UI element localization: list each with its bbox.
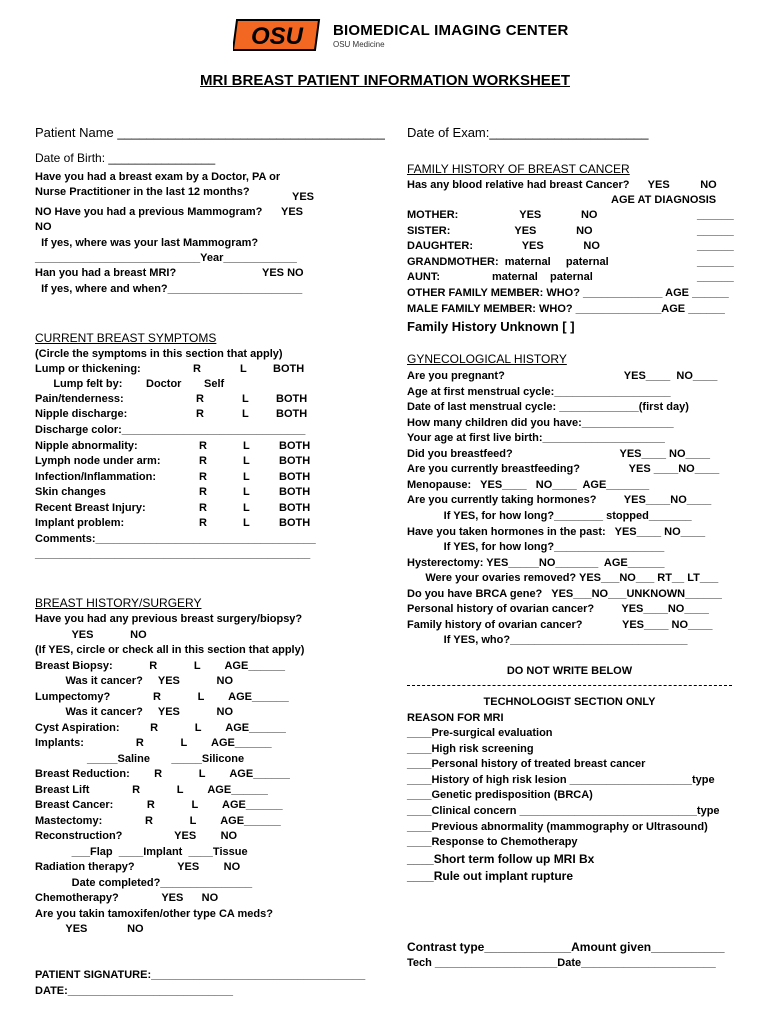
symptoms-instruction: (Circle the symptoms in this section that apply) [35,348,283,360]
l-option[interactable]: L [243,440,250,452]
family-sister[interactable]: SISTER: YES NO [407,225,593,237]
surgery-line-10[interactable]: Breast Reduction: R L AGE______ [35,768,290,780]
mammogram-yes[interactable]: YES [281,206,304,218]
family-male[interactable]: MALE FAMILY MEMBER: WHO? ______________AGE ______ [407,303,725,315]
reason-option-6[interactable]: ____Previous abnormality (mammography or Ultrasound) [407,820,708,833]
l-option[interactable]: L [242,393,249,405]
gyn-line-4[interactable]: Your age at first live birth:____________________ [407,432,665,445]
both-option[interactable]: BOTH [276,393,308,405]
surgery-line-9[interactable]: _____Saline _____Silicone [35,752,245,765]
mammogram-no[interactable]: NO [35,221,52,233]
surgery-line-12[interactable]: Breast Cancer: R L AGE______ [35,799,283,811]
mother-age-blank[interactable]: ______ [697,209,734,221]
lump-felt-by: Lump felt by: [35,378,123,390]
gyn-line-13[interactable]: Were your ovaries removed? YES___NO___ RT__ LT___ [407,572,719,585]
org-subtitle: OSU Medicine [333,40,385,49]
r-option[interactable]: R [199,440,207,452]
l-option[interactable]: L [243,455,250,467]
surgery-heading: BREAST HISTORY/SURGERY [35,596,202,610]
date-of-exam-field[interactable]: Date of Exam:______________________ [407,125,649,140]
symptom-infection: Infection/Inflammation: [35,471,156,483]
family-unknown-checkbox[interactable]: Family History Unknown [ ] [407,319,575,334]
gyn-line-3[interactable]: How many children did you have:_______________ [407,416,674,429]
both-option[interactable]: BOTH [273,363,305,375]
surgery-line-0[interactable]: Have you had any previous breast surgery/biopsy? [35,613,303,625]
reason-option-2[interactable]: ____Personal history of treated breast cancer [407,758,646,771]
comments-field-line2[interactable]: _____________________________________________ [35,548,311,560]
surgery-line-6[interactable]: Was it cancer? YES NO [35,706,234,718]
reason-short-term[interactable]: ____Short term follow up MRI Bx [407,852,595,866]
reason-option-3[interactable]: ____History of high risk lesion ____________________type [407,773,715,786]
surgery-line-18[interactable]: Chemotherapy? YES NO [35,892,219,904]
surgery-line-19[interactable]: Are you takin tamoxifen/other type CA meds? [35,907,273,920]
tech-section-title: TECHNOLOGIST SECTION ONLY [483,696,656,708]
page-title: MRI BREAST PATIENT INFORMATION WORKSHEET [200,72,570,89]
symptom-injury: Recent Breast Injury: [35,502,146,514]
l-option[interactable]: L [243,486,250,498]
symptom-nipple-discharge: Nipple discharge: [35,408,128,420]
gyn-line-2[interactable]: Date of last menstrual cycle: _____________(first day) [407,401,689,414]
patient-name-field[interactable]: Patient Name _____________________________________ [35,125,385,140]
family-daughter[interactable]: DAUGHTER: YES NO [407,240,600,252]
symptom-nipple-abnormality: Nipple abnormality: [35,440,138,452]
gyn-line-0[interactable]: Are you pregnant? YES____ NO____ [407,370,718,382]
contrast-field[interactable]: Contrast type_____________Amount given___________ [407,940,725,954]
reason-option-1[interactable]: ____High risk screening [407,742,534,755]
surgery-line-14[interactable]: Reconstruction? YES NO [35,830,238,842]
symptom-lymph-node: Lymph node under arm: [35,455,161,467]
gyn-line-1[interactable]: Age at first menstrual cycle:___________________ [407,385,671,398]
surgery-line-7[interactable]: Cyst Aspiration: R L AGE______ [35,721,286,734]
felt-by-doctor[interactable]: Doctor [146,378,182,390]
tech-date-field[interactable]: Tech ____________________Date______________________ [407,957,716,969]
both-option[interactable]: BOTH [279,471,311,483]
both-option[interactable]: BOTH [279,486,311,498]
mammogram-year[interactable]: ___________________________Year____________ [35,252,297,264]
gyn-line-14[interactable]: Do you have BRCA gene? YES___NO___UNKNOWN______ [407,587,722,600]
dashed-divider [407,685,732,686]
gyn-heading: GYNECOLOGICAL HISTORY [407,352,567,366]
surgery-line-15[interactable]: ___Flap ____Implant ____Tissue [35,845,248,858]
symptoms-heading: CURRENT BREAST SYMPTOMS [35,331,217,345]
signature-date-field[interactable]: DATE:___________________________ [35,985,233,997]
symptom-lump: Lump or thickening: [35,363,141,375]
both-option[interactable]: BOTH [276,408,308,420]
org-name: BIOMEDICAL IMAGING CENTER [333,22,569,39]
symptom-skin-changes: Skin changes [35,486,106,498]
exam-yes[interactable]: YES [292,191,315,203]
surgery-line-13[interactable]: Mastectomy: R L AGE______ [35,814,281,827]
aunt-age-blank[interactable]: ______ [697,271,734,283]
reason-implant-rupture[interactable]: ____Rule out implant rupture [407,869,574,883]
gyn-line-7[interactable]: Menopause: YES____ NO____ AGE_______ [407,478,650,491]
surgery-line-20[interactable]: YES NO [35,923,144,935]
family-other[interactable]: OTHER FAMILY MEMBER: WHO? _____________ AGE ______ [407,287,729,299]
daughter-age-blank[interactable]: ______ [697,240,734,252]
mri-question: Han you had a breast MRI? [35,267,177,279]
surgery-line-11[interactable]: Breast Lift R L AGE______ [35,783,268,796]
mri-yes-no[interactable]: YES NO [262,267,304,279]
r-option[interactable]: R [199,517,207,529]
r-option[interactable]: R [196,393,204,405]
symptom-implant: Implant problem: [35,517,125,529]
mri-where[interactable]: If yes, where and when?______________________ [35,283,303,295]
both-option[interactable]: BOTH [279,517,311,529]
reason-option-7[interactable]: ____Response to Chemotherapy [407,836,578,849]
reason-option-5[interactable]: ____Clinical concern _____________________________type [407,805,720,817]
r-option[interactable]: R [193,363,201,375]
l-option[interactable]: L [242,408,249,420]
mammogram-where: If yes, where was your last Mammogram? [35,237,259,249]
logo-text: OSU [250,23,304,50]
gyn-line-6[interactable]: Are you currently breastfeeding? YES ____NO____ [407,463,720,476]
surgery-line-4[interactable]: Was it cancer? YES NO [35,675,234,687]
felt-by-self[interactable]: Self [204,378,225,390]
l-option[interactable]: L [243,502,250,514]
surgery-line-2[interactable]: (If YES, circle or check all in this section that apply) [35,644,305,656]
comments-field[interactable]: Comments:____________________________________ [35,533,316,545]
r-option[interactable]: R [199,502,207,514]
surgery-line-8[interactable]: Implants: R L AGE______ [35,737,272,749]
family-heading: FAMILY HISTORY OF BREAST CANCER [407,162,630,176]
gyn-line-15[interactable]: Personal history of ovarian cancer? YES____NO____ [407,603,709,616]
sister-age-blank[interactable]: ______ [697,225,734,237]
surgery-line-3[interactable]: Breast Biopsy: R L AGE______ [35,659,286,672]
do-not-write-below: DO NOT WRITE BELOW [506,665,633,677]
reason-option-4[interactable]: ____Genetic predisposition (BRCA) [407,789,593,802]
patient-signature-field[interactable]: PATIENT SIGNATURE:___________________________________ [35,969,366,981]
osu-logo [233,14,323,56]
symptom-pain: Pain/tenderness: [35,393,124,405]
gyn-line-9[interactable]: If YES, for how long?________ stopped_______ [407,509,692,522]
l-option[interactable]: L [240,363,247,375]
family-mother[interactable]: MOTHER: YES NO [407,209,598,221]
mammogram-question: NO Have you had a previous Mammogram? [35,206,263,218]
surgery-line-16[interactable]: Radiation therapy? YES NO [35,861,241,873]
gyn-line-8[interactable]: Are you currently taking hormones? YES____NO____ [407,494,712,507]
surgery-line-17[interactable]: Date completed?_______________ [35,876,253,889]
both-option[interactable]: BOTH [279,455,311,467]
exam-question-2: Nurse Practitioner in the last 12 months? [35,186,250,198]
gyn-line-11[interactable]: If YES, for how long?__________________ [407,541,665,554]
family-aunt[interactable]: AUNT: maternal paternal [407,271,593,283]
surgery-line-5[interactable]: Lumpectomy? R L AGE______ [35,690,289,703]
surgery-line-1[interactable]: YES NO [35,628,147,641]
family-question: Has any blood relative had breast Cancer? YES NO [407,179,717,191]
grandmother-age-blank[interactable]: ______ [697,256,734,268]
gyn-line-16[interactable]: Family history of ovarian cancer? YES____ NO____ [407,618,713,631]
r-option[interactable]: R [196,408,204,420]
gyn-line-10[interactable]: Have you taken hormones in the past: YES____ NO____ [407,525,706,538]
gyn-line-17[interactable]: If YES, who?_____________________________ [407,634,688,647]
gyn-line-5[interactable]: Did you breastfeed? YES____ NO____ [407,447,711,460]
family-grandmother[interactable]: GRANDMOTHER: maternal paternal [407,256,609,268]
l-option[interactable]: L [243,471,250,483]
r-option[interactable]: R [199,486,207,498]
reason-option-0[interactable]: ____Pre-surgical evaluation [407,727,553,739]
exam-question-1: Have you had a breast exam by a Doctor, PA or [35,171,281,183]
reason-heading: REASON FOR MRI [407,712,504,724]
l-option[interactable]: L [243,517,250,529]
gyn-line-12[interactable]: Hysterectomy: YES_____NO_______ AGE______ [407,556,665,569]
r-option[interactable]: R [199,455,207,467]
both-option[interactable]: BOTH [279,502,311,514]
dob-field[interactable]: Date of Birth: ________________ [35,151,216,165]
age-at-diagnosis: AGE AT DIAGNOSIS [611,194,717,206]
r-option[interactable]: R [199,471,207,483]
discharge-color[interactable]: Discharge color:______________________________ [35,424,306,436]
both-option[interactable]: BOTH [279,440,311,452]
